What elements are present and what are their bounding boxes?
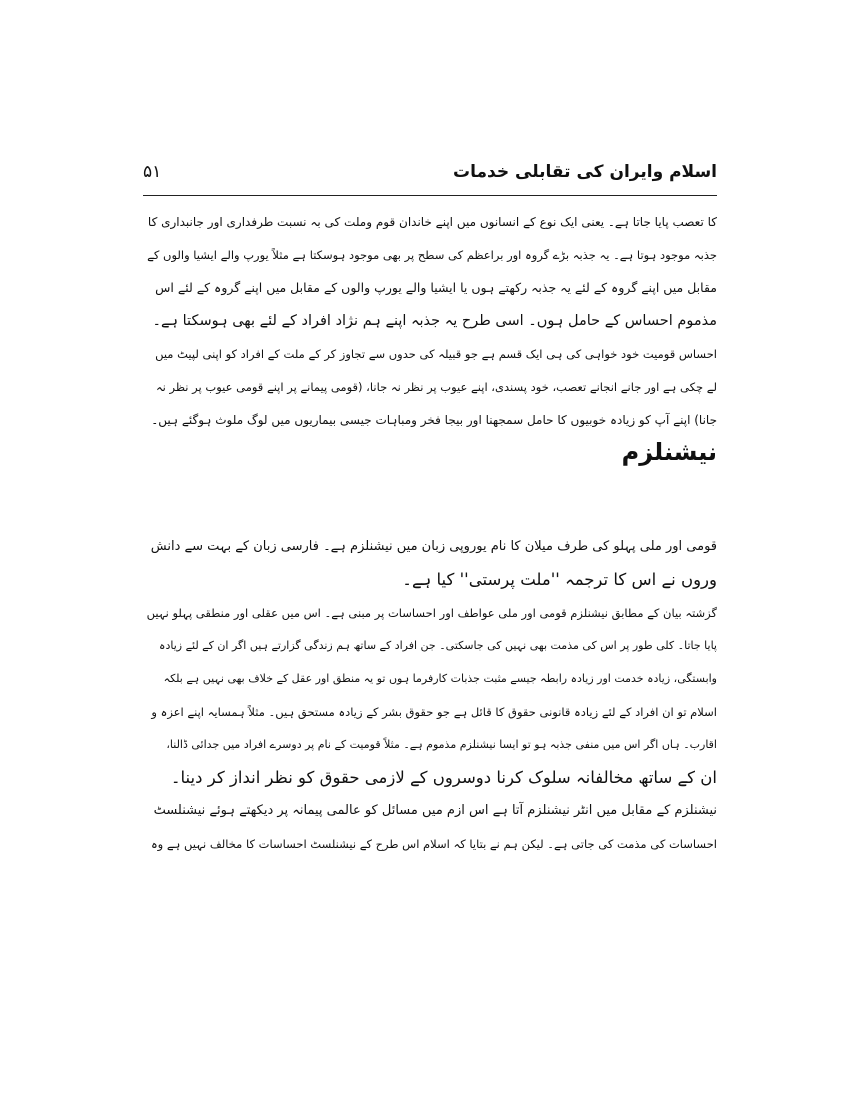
text-line: احساسات کی مذمت کی جاتی ہے۔ لیکن ہم نے بتایا کہ اسلام اس طرح کے نیشنلسٹ احساسات کا مخالف نہیں ہے وہ: [150, 837, 717, 851]
text-line: مقابل میں اپنے گروہ کے لئے یہ جذبہ رکھتے ہوں یا ایشیا والے یورپ والوں کے مقابل میں اپنے گروہ کے لئے اس: [155, 280, 717, 295]
text-line: نیشنلزم کے مقابل میں انٹر نیشنلزم آتا ہے اس ازم میں مسائل کو عالمی پیمانہ پر دیکھتے ہوئے نیشنلسٹ: [153, 803, 717, 818]
text-line: قومی اور ملی پہلو کی طرف میلان کا نام یوروپی زبان میں نیشنلزم ہے۔ فارسی زبان کے بہت سے دانش: [150, 539, 717, 554]
section-heading: نیشنلزم: [621, 438, 717, 466]
text-line: ان کے ساتھ مخالفانہ سلوک کرنا دوسروں کے لازمی حقوق کو نظر انداز کر دینا۔: [170, 768, 717, 787]
text-line: کا تعصب پایا جاتا ہے۔ یعنی ایک نوع کے انسانوں میں اپنے خاندان قوم وملت کی بہ نسبت طرفداری اور جانبداری کا: [147, 215, 717, 229]
text-line: اسلام تو ان افراد کے لئے زیادہ قانونی حقوق کا قائل ہے جو حقوق بشر کے زیادہ مستحق ہیں۔ مثلاً ہمسایہ اپنے اعزہ و: [151, 705, 717, 719]
text-line: وروں نے اس کا ترجمہ ''ملت پرستی'' کیا ہے۔: [402, 570, 717, 589]
text-line: احساس قومیت خود خواہی کی ہی ایک قسم ہے جو قبیلہ کی حدوں سے تجاوز کر کے ملت کے افراد کو اپنی لپیٹ میں: [155, 347, 717, 361]
text-line: جذبہ موجود ہوتا ہے۔ یہ جذبہ بڑے گروہ اور براعظم کی سطح پر بھی موجود ہوسکتا ہے مثلاً یورپ والے ایشیا والوں کے: [147, 248, 717, 262]
text-line: مذموم احساس کے حامل ہوں۔ اسی طرح یہ جذبہ اپنے ہم نژاد افراد کے لئے بھی ہوسکتا ہے۔: [152, 313, 717, 329]
text-line: جانا) اپنے آپ کو زیادہ خوبیوں کا حامل سمجھنا اور بیجا فخر ومباہات جیسی بیماریوں میں لوگ ملوث ہوگئے ہیں۔: [151, 413, 717, 427]
running-head: اسلام وایران کی تقابلی خدمات: [453, 162, 717, 182]
header-rule: [143, 195, 717, 196]
text-line: وابستگی، زیادہ خدمت اور زیادہ رابطہ جیسے مثبت جذبات کارفرما ہوں تو یہ منطق اور عقل کے خلاف بھی نہیں ہے بلکہ: [163, 672, 717, 685]
page-header: [143, 160, 717, 188]
page-number: ۵۱: [143, 162, 162, 182]
text-line: گزشتہ بیان کے مطابق نیشنلزم قومی اور ملی عواطف اور احساسات پر مبنی ہے۔ اس میں عقلی اور منطقی پہلو نہیں: [146, 606, 717, 620]
text-line: پایا جاتا۔ کلی طور پر اس کی مذمت بھی نہیں کی جاسکتی۔ جن افراد کے ساتھ ہم زندگی گزارتے ہیں اگر ان کے لئے زیادہ: [159, 639, 717, 652]
text-line: لے چکی ہے اور جانے انجانے تعصب، خود پسندی، اپنے عیوب پر نظر نہ جانا، (قومی پیمانے پر اپنے قومی عیوب پر نظر نہ: [155, 380, 717, 394]
text-line: اقارب۔ ہاں اگر اس میں منفی جذبہ ہو تو ایسا نیشنلزم مذموم ہے۔ مثلاً قومیت کے نام پر دوسرے افراد میں جدائی ڈالنا،: [166, 738, 717, 751]
